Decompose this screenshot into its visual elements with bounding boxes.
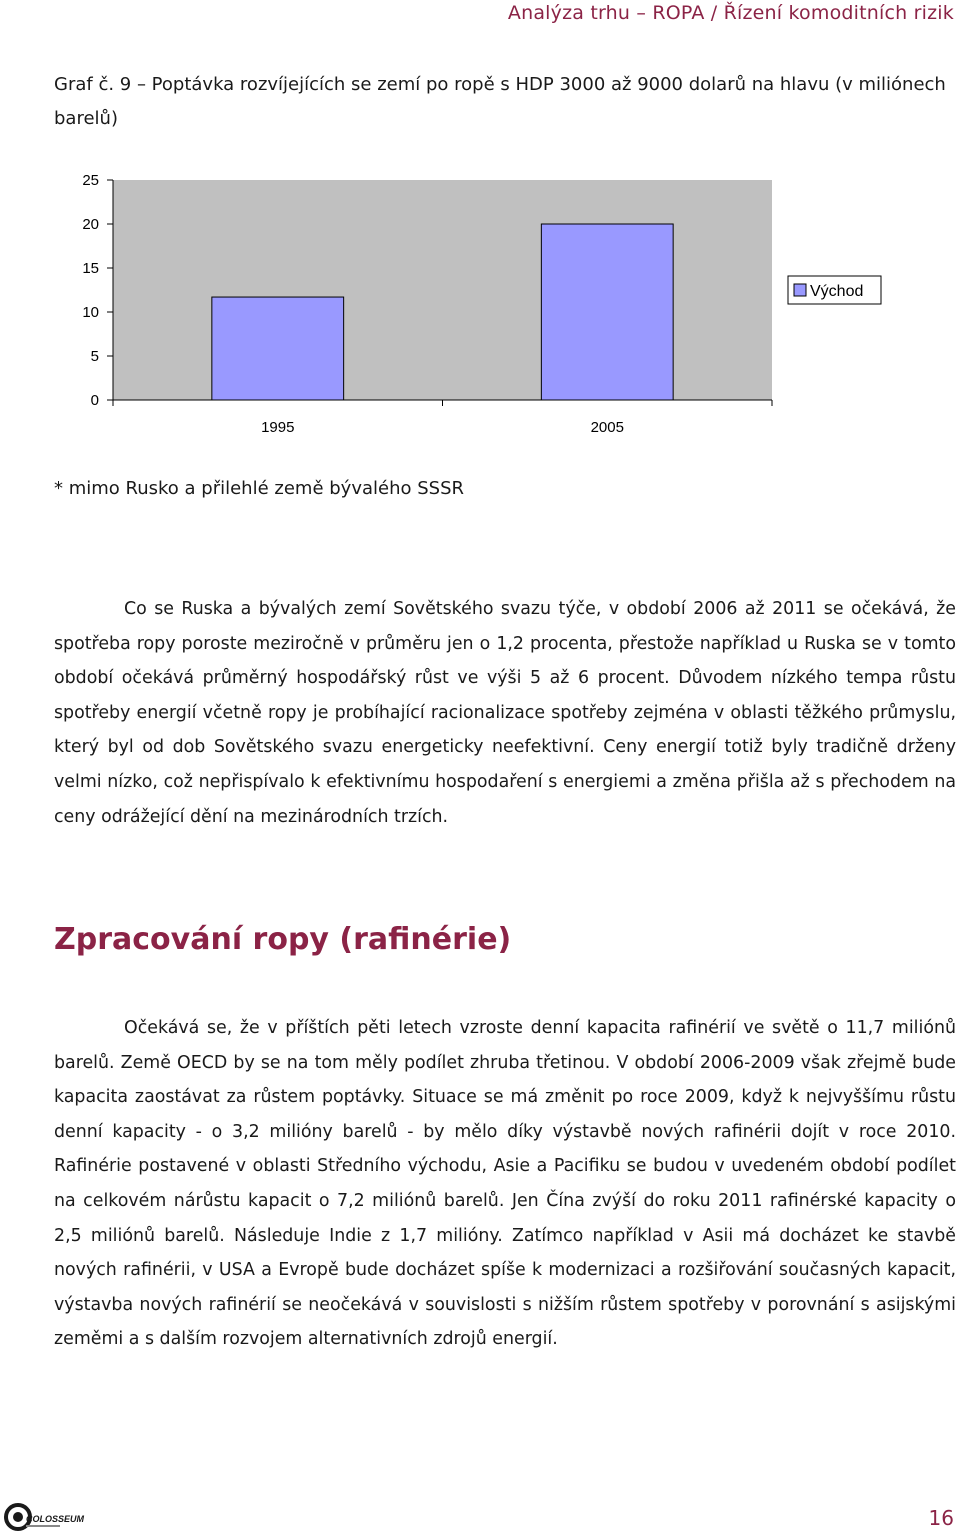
y-tick-label: 5 <box>90 348 99 365</box>
bar-chart <box>60 165 900 445</box>
running-header: Analýza trhu – ROPA / Řízení komoditních rizik <box>507 2 954 24</box>
logo-text: COLOSSEUM <box>26 1514 85 1524</box>
x-tick-label: 2005 <box>590 419 624 436</box>
page-number: 16 <box>928 1506 954 1530</box>
x-tick-label: 1995 <box>261 419 295 436</box>
y-tick-label: 15 <box>82 260 99 277</box>
chart-footnote: * mimo Rusko a přilehlé země bývalého SSSR <box>54 478 465 499</box>
section-heading: Zpracování ropy (rafinérie) <box>54 922 512 957</box>
chart-canvas <box>60 165 900 445</box>
bar-1995 <box>212 297 344 400</box>
paragraph-refinery-capacity: Očekává se, že v příštích pěti letech vzroste denní kapacita rafinérií ve světě o 11,7 miliónů barelů. Země OECD by se na tom měly podílet zhruba třetinou. V období 2006-2009 však zřejmě bude kapacita zaostávat za růstem poptávky. Situace se má změnit po roce 2009, když k nejvyššímu růstu denní kapacity - o 3,2 milióny barelů - by mělo díky výstavbě nových rafinérii dojít v roce 2010. Rafinérie postavené v oblasti Středního východu, Asie a Pacifiku se budou v uvedeném období podílet na celkovém nárůstu kapacit o 7,2 miliónů barelů. Jen Čína zvýší do roku 2011 rafinérské kapacity o 2,5 miliónů barelů. Následuje Indie z 1,7 milióny. Zatímco například v Asii má docházet ke stavbě nových rafinérii, v USA a Evropě bude docházet spíše k modernizaci a rozšiřování současných kapacit, výstavba nových rafinérií se neočekává v souvislosti s nižším růstem spotřeby v porovnání s asijskými zeměmi a s dalším rozvojem alternativních zdrojů energií. <box>54 1018 956 1350</box>
colosseum-logo <box>4 1500 85 1534</box>
bar-2005 <box>541 224 673 400</box>
figure-caption: Graf č. 9 – Poptávka rozvíjejících se zemí po ropě s HDP 3000 až 9000 dolarů na hlavu (v miliónech barelů) <box>54 74 946 129</box>
paragraph-russia-consumption: Co se Ruska a bývalých zemí Sovětského svazu týče, v období 2006 až 2011 se očekává, že spotřeba ropy poroste meziročně v průměru jen o 1,2 procenta, přestože například u Ruska se v tomto období očekává průměrný hospodářský růst ve výši 5 až 6 procent. Důvodem nízkého tempa růstu spotřeby energií včetně ropy je probíhající racionalizace spotřeby zejména v oblasti těžkého průmyslu, který byl od dob Sovětského svazu energeticky neefektivní. Ceny energií totiž byly tradičně drženy velmi nízko, což nepřispívalo k efektivnímu hospodaření s energiemi a změna přišla až s přechodem na ceny odrážející dění na mezinárodních trzích. <box>54 599 956 827</box>
y-tick-label: 20 <box>82 216 99 233</box>
legend-label: Východ <box>810 283 864 300</box>
legend-swatch <box>794 284 806 296</box>
y-tick-label: 0 <box>90 392 99 409</box>
y-tick-label: 25 <box>82 172 99 189</box>
y-tick-label: 10 <box>82 304 99 321</box>
